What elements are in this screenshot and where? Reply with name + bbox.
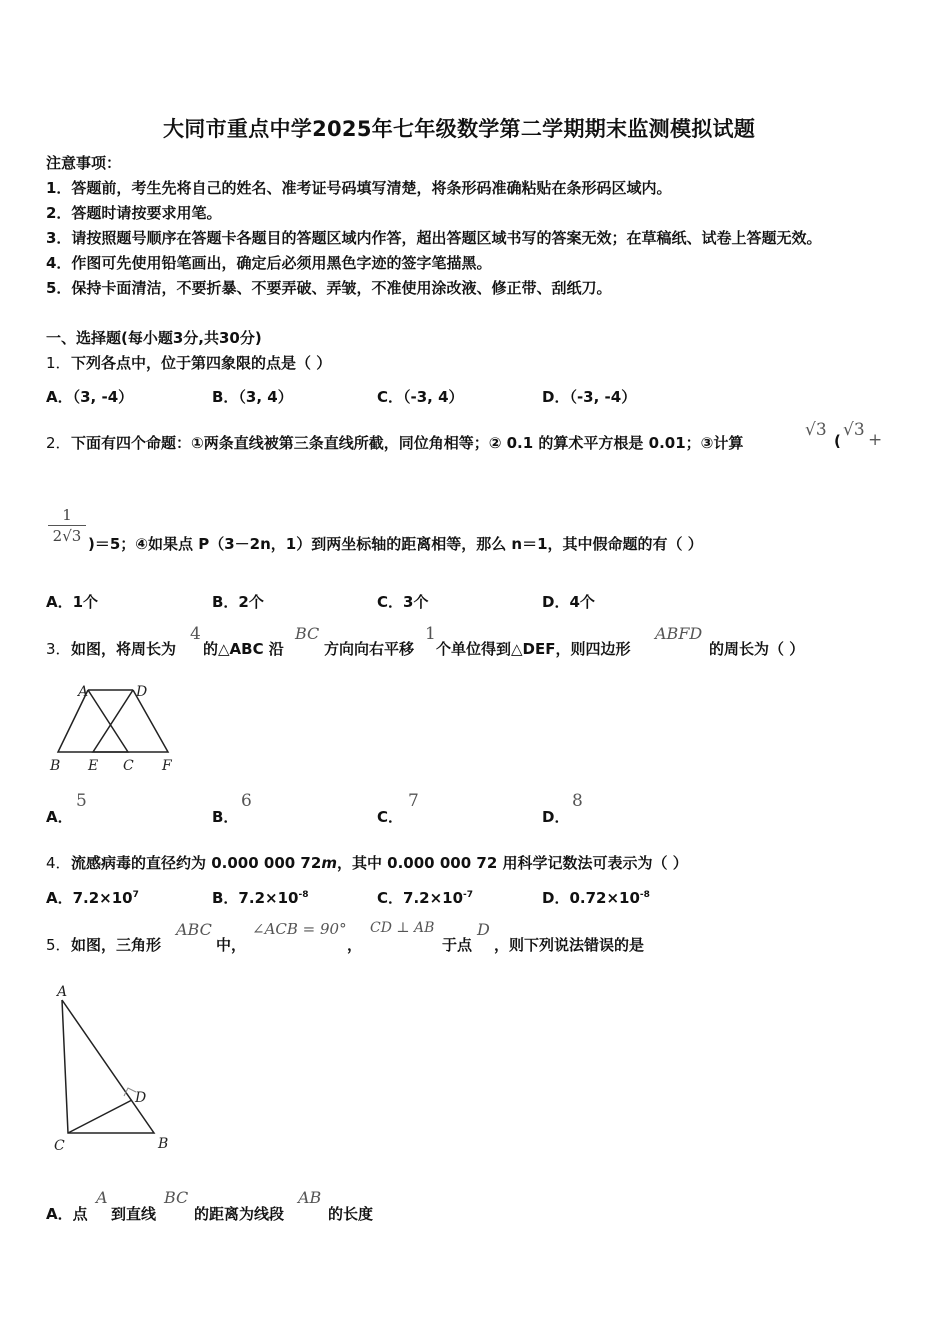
q2-option-a: A．1个: [46, 593, 99, 611]
q1-option-c: C．（-3, 4）: [377, 388, 464, 406]
q1-option-a: A．（3, -4）: [46, 388, 134, 406]
q5-text-2: 中，: [216, 936, 247, 954]
q3-option-b-value: 6: [241, 791, 252, 811]
q3-label-a: A: [78, 684, 89, 700]
q3-option-d: D．: [542, 808, 570, 826]
q5-angle: ∠ACB = 90°: [252, 920, 347, 938]
q3-label-f: F: [162, 758, 172, 774]
q5-figure: [48, 982, 188, 1157]
q5-label-b: B: [158, 1136, 169, 1152]
q5-label-a: A: [57, 984, 68, 1000]
q4-option-d-base: D．0.72×10: [542, 889, 640, 907]
q4-option-b-base: B．7.2×10: [212, 889, 299, 907]
q5-perp: CD ⊥ AB: [370, 920, 435, 936]
q5-option-a-text-1: A．点: [46, 1205, 88, 1223]
q5-text-3: 于点: [442, 936, 473, 954]
q3-value-4: 4: [190, 624, 201, 644]
page-title: 大同市重点中学2025年七年级数学第二学期期末监测模拟试题: [163, 117, 756, 141]
q1-option-d: D．（-3, -4）: [542, 388, 637, 406]
q3-text-4: 个单位得到△DEF，则四边形: [436, 640, 631, 658]
q4-unit: m: [321, 854, 337, 872]
q5-d: D: [477, 920, 490, 939]
q4-option-a: [46, 887, 139, 908]
notice-item: 5．保持卡面清洁，不要折暴、不要弄破、弄皱，不准使用涂改液、修正带、刮纸刀。: [46, 279, 612, 297]
q3-label-e: E: [88, 758, 99, 774]
q3-number: 3．: [46, 640, 71, 658]
q2-fraction-bar: [48, 525, 86, 526]
notice-item: 3．请按照题号顺序在答题卡各题目的答题区域内作答，超出答题区域书写的答案无效；在草稿纸、试卷上答题无效。: [46, 229, 822, 247]
q3-label-b: B: [50, 758, 61, 774]
q2-number: 2．: [46, 434, 71, 452]
q3-text-2: 的△ABC 沿: [203, 640, 284, 658]
q2-plus: +: [868, 430, 883, 450]
q3-option-a: A．: [46, 808, 73, 826]
q2-continuation: )＝5；④如果点 P（3－2n，1）到两坐标轴的距离相等，那么 n＝1，其中假命题的有（ ）: [88, 535, 703, 553]
q3-option-c: C．: [377, 808, 404, 826]
q5-option-a-bc: BC: [164, 1188, 189, 1207]
q5-option-a-ab: AB: [298, 1188, 322, 1207]
q2-sqrt3-b: √3: [843, 420, 865, 440]
q2-option-b: B．2个: [212, 593, 264, 611]
q5-text-1: 如图，三角形: [71, 936, 162, 954]
q5-abc: ABC: [176, 920, 212, 939]
q5-option-a-point: A: [96, 1188, 108, 1207]
q4-option-c: [377, 887, 473, 908]
q4-number: 4．: [46, 854, 71, 872]
q2-fraction: [46, 506, 88, 545]
q3-abfd: ABFD: [655, 624, 703, 643]
q2-fraction-denominator: 2√3: [52, 527, 82, 545]
q4-option-d-exp: -8: [639, 890, 650, 900]
q4-text-2: ，其中 0.000 000 72 用科学记数法可表示为（ ）: [336, 854, 688, 872]
q3-value-1: 1: [425, 624, 436, 644]
q5-option-a-text-2: 到直线: [111, 1205, 157, 1223]
q2-fraction-numerator: 1: [62, 506, 72, 524]
q1-stem: 下列各点中，位于第四象限的点是（ ）: [71, 354, 332, 372]
notice-item: 4．作图可先使用铅笔画出，确定后必须用黑色字迹的签字笔描黑。: [46, 254, 492, 272]
q3-text-1: 如图，将周长为: [71, 640, 177, 658]
q5-label-c: C: [54, 1138, 65, 1154]
q4-option-b-exp: -8: [298, 890, 309, 900]
q3-option-a-value: 5: [76, 791, 87, 811]
q2-option-d: D．4个: [542, 593, 595, 611]
q4-option-c-base: C．7.2×10: [377, 889, 464, 907]
q1-option-b: B．（3, 4）: [212, 388, 293, 406]
q3-figure: [40, 680, 190, 775]
q4-text: [71, 852, 688, 873]
q4-option-a-exp: 7: [132, 890, 139, 900]
q5-option-a-text-3: 的距离为线段: [194, 1205, 285, 1223]
q5-option-a-text-4: 的长度: [328, 1205, 374, 1223]
q2-stem: 下面有四个命题：①两条直线被第三条直线所截，同位角相等；② 0.1 的算术平方根是 0.01；③计算: [71, 434, 744, 452]
notice-item: 2．答题时请按要求用笔。: [46, 204, 222, 222]
q2-paren-open: (: [834, 432, 841, 450]
q5-figure-lines: [62, 1000, 154, 1133]
q3-option-c-value: 7: [408, 791, 419, 811]
q4-option-c-exp: -7: [463, 890, 474, 900]
q3-text-5: 的周长为（ ）: [709, 640, 805, 658]
q2-option-c: C．3个: [377, 593, 429, 611]
q3-option-b: B．: [212, 808, 239, 826]
q3-option-d-value: 8: [572, 791, 583, 811]
notice-heading: 注意事项：: [46, 154, 122, 172]
q4-text-1: 流感病毒的直径约为 0.000 000 72: [71, 854, 322, 872]
q4-option-d: [542, 887, 650, 908]
q3-bc: BC: [295, 624, 320, 643]
q5-label-d: D: [135, 1090, 147, 1106]
q3-label-c: C: [123, 758, 134, 774]
q5-text-4: ，则下列说法错误的是: [494, 936, 645, 954]
q1-number: 1．: [46, 354, 71, 372]
q4-option-a-base: A．7.2×10: [46, 889, 133, 907]
notice-item: 1．答题前，考生先将自己的姓名、准考证号码填写清楚，将条形码准确粘贴在条形码区域内。: [46, 179, 672, 197]
q3-text-3: 方向向右平移: [324, 640, 415, 658]
q3-label-d: D: [136, 684, 148, 700]
section-heading: 一、选择题(每小题3分,共30分): [46, 329, 262, 347]
q3-figure-lines: [58, 690, 168, 752]
q5-comma: ，: [347, 936, 363, 954]
q4-option-b: [212, 887, 308, 908]
q2-sqrt3-a: √3: [805, 420, 827, 440]
q5-number: 5．: [46, 936, 71, 954]
